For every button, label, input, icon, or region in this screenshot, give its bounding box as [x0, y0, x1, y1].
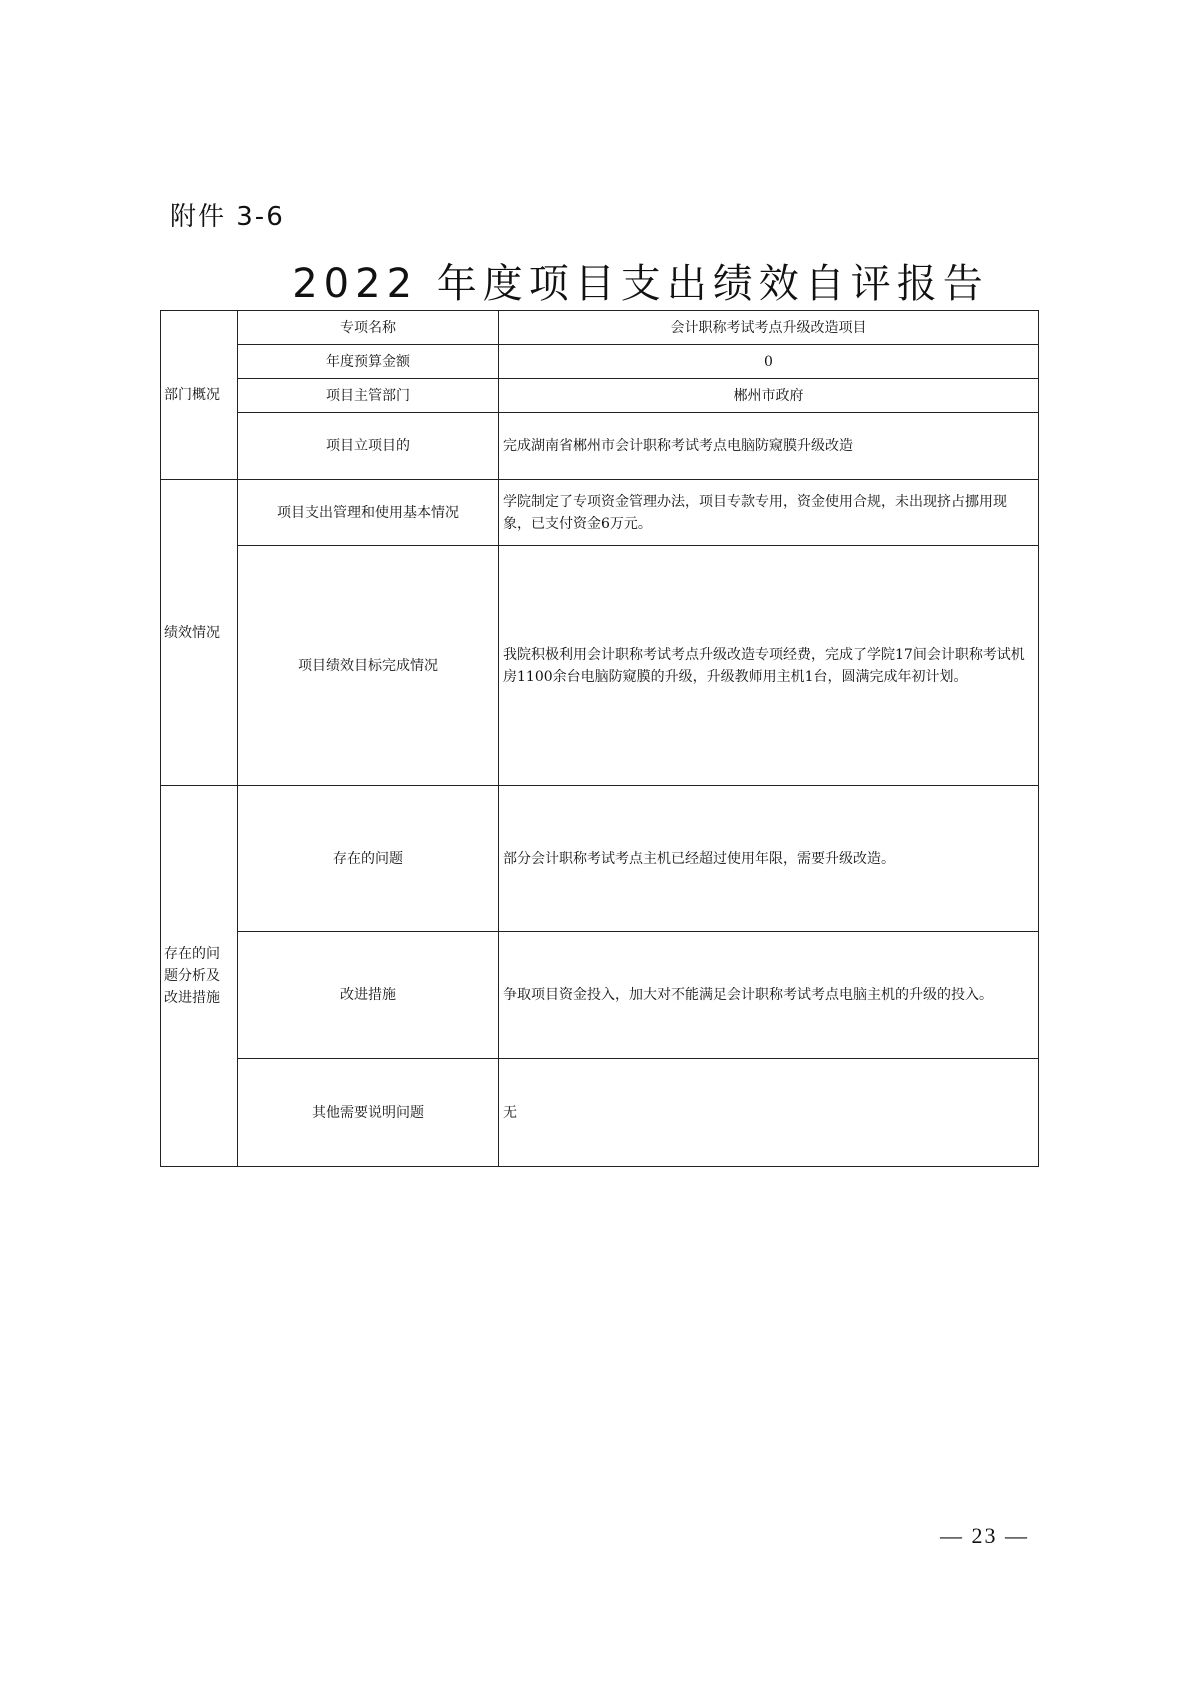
table-row	[161, 345, 1039, 379]
row-value-project-name: 会计职称考试考点升级改造项目	[499, 311, 1039, 345]
report-title: 2022 年度项目支出绩效自评报告	[292, 261, 989, 307]
table-row	[161, 546, 1039, 786]
table-row	[161, 311, 1039, 345]
table-row	[161, 413, 1039, 480]
row-value-existing-problems: 部分会计职称考试考点主机已经超过使用年限，需要升级改造。	[499, 786, 1039, 932]
row-label-other-issues: 其他需要说明问题	[238, 1059, 499, 1167]
category-cell-problems-and-improvements: 存在的问题分析及改进措施	[161, 786, 238, 1167]
category-cell-performance: 绩效情况	[161, 480, 238, 786]
row-value-annual-budget: 0	[499, 345, 1039, 379]
row-label-project-name: 专项名称	[238, 311, 499, 345]
table-row	[161, 786, 1039, 932]
row-value-other-issues: 无	[499, 1059, 1039, 1167]
table-row	[161, 379, 1039, 413]
row-value-project-purpose: 完成湖南省郴州市会计职称考试考点电脑防窥膜升级改造	[499, 413, 1039, 480]
row-label-project-purpose: 项目立项目的	[238, 413, 499, 480]
category-cell-department-overview: 部门概况	[161, 311, 238, 480]
row-value-improvement-measures: 争取项目资金投入，加大对不能满足会计职称考试考点电脑主机的升级的投入。	[499, 932, 1039, 1059]
row-label-annual-budget: 年度预算金额	[238, 345, 499, 379]
row-value-fund-management: 学院制定了专项资金管理办法，项目专款专用，资金使用合规，未出现挤占挪用现象，已支付资金6万元。	[499, 480, 1039, 546]
row-label-goal-completion: 项目绩效目标完成情况	[238, 546, 499, 786]
table-row	[161, 932, 1039, 1059]
row-label-improvement-measures: 改进措施	[238, 932, 499, 1059]
row-label-supervising-department: 项目主管部门	[238, 379, 499, 413]
page-number: — 23 —	[940, 1523, 1029, 1548]
row-value-supervising-department: 郴州市政府	[499, 379, 1039, 413]
row-value-goal-completion: 我院积极利用会计职称考试考点升级改造专项经费，完成了学院17间会计职称考试机房1100余台电脑防窥膜的升级，升级教师用主机1台，圆满完成年初计划。	[499, 546, 1039, 786]
row-label-fund-management: 项目支出管理和使用基本情况	[238, 480, 499, 546]
report-table	[160, 310, 1039, 1167]
table-row	[161, 480, 1039, 546]
attachment-label: 附件 3-6	[170, 202, 285, 232]
table-row	[161, 1059, 1039, 1167]
row-label-existing-problems: 存在的问题	[238, 786, 499, 932]
